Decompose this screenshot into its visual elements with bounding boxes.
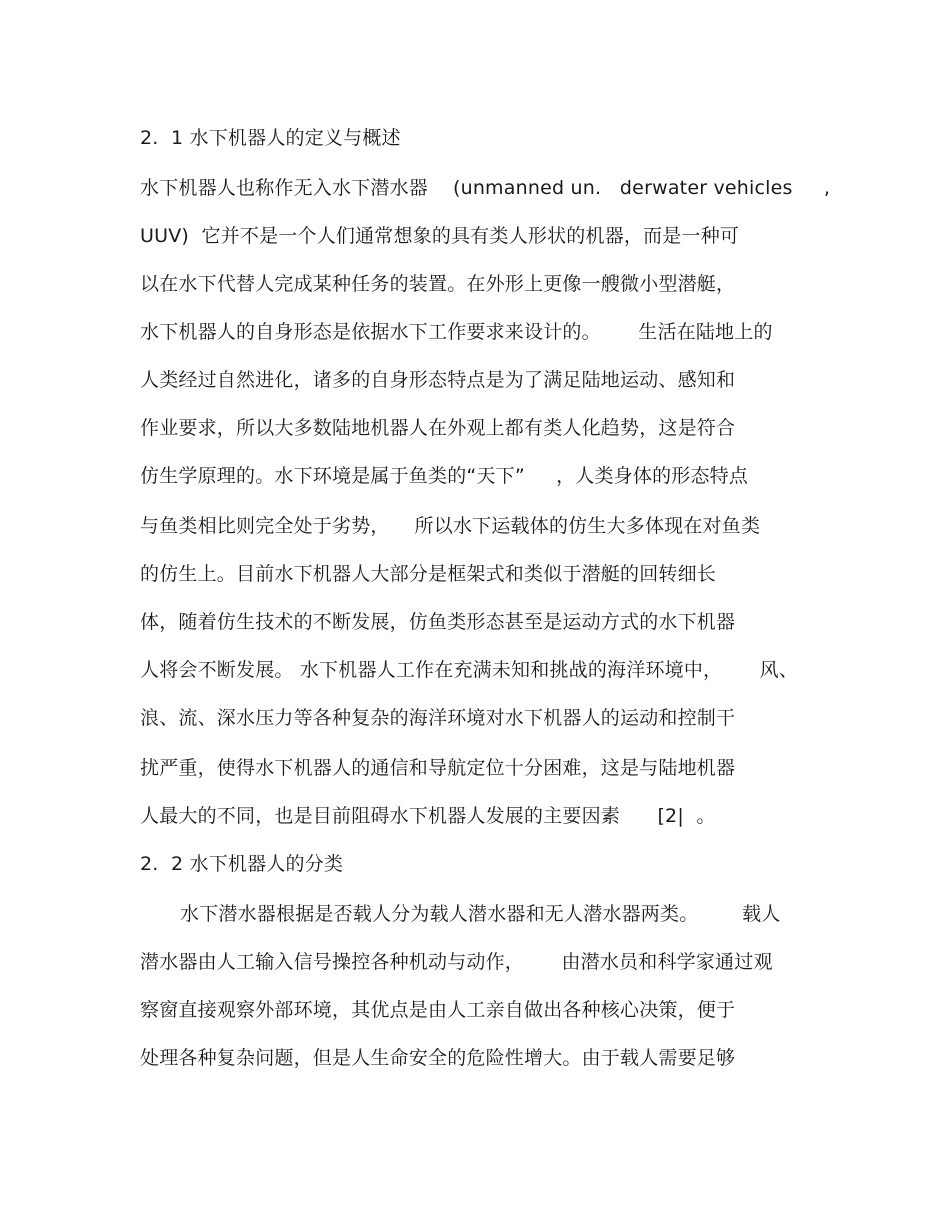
paragraph-line: 作业要求，所以大多数陆地机器人在外观上都有类人化趋势，这是符合 (140, 417, 736, 439)
paragraph-line: 水下机器人的自身形态是依据水下工作要求来设计的。 生活在陆地上的 (140, 321, 773, 343)
paragraph-line: 潜水器由人工输入信号操控各种机动与动作， 由潜水员和科学家通过观 (140, 951, 773, 973)
section-heading-2-1: 2. 1 水下机器人的定义与概述 (140, 127, 401, 149)
paragraph-line: 的仿生上。目前水下机器人大部分是框架式和类似于潜艇的回转细长 (140, 563, 717, 585)
paragraph-line: 浪、流、深水压力等各种复杂的海洋环境对水下机器人的运动和控制干 (140, 707, 736, 729)
paragraph-line: UUV) 它并不是一个人们通常想象的具有类人形状的机器，而是一种可 (140, 225, 740, 247)
paragraph-line: 人最大的不同，也是目前阻碍水下机器人发展的主要因素 [2| 。 (140, 805, 716, 827)
paragraph-line: 仿生学原理的。水下环境是属于鱼类的“天下” ，人类身体的形态特点 (140, 465, 749, 487)
paragraph-line: 人类经过自然进化，诸多的自身形态特点是为了满足陆地运动、感知和 (140, 369, 736, 391)
paragraph-line: 以在水下代替人完成某种任务的装置。在外形上更像一艘微小型潜艇， (140, 273, 736, 295)
paragraph-line: 人将会不断发展。 水下机器人工作在充满未知和挑战的海洋环境中， 风、 (140, 659, 799, 681)
paragraph-line: 水下潜水器根据是否载人分为载人潜水器和无人潜水器两类。 载人 (180, 903, 781, 925)
paragraph-line: 察窗直接观察外部环境，其优点是由人工亲自做出各种核心决策，便于 (140, 999, 736, 1021)
paragraph-line: 处理各种复杂问题，但是人生命安全的危险性增大。由于载人需要足够 (140, 1047, 736, 1069)
paragraph-line: 与鱼类相比则完全处于劣势， 所以水下运载体的仿生大多体现在对鱼类 (140, 515, 761, 537)
paragraph-line: 体，随着仿生技术的不断发展，仿鱼类形态甚至是运动方式的水下机器 (140, 611, 736, 633)
paragraph-line: 水下机器人也称作无入水下潜水器 (unmanned un. derwater vehicles , (140, 177, 831, 199)
paragraph-line: 扰严重，使得水下机器人的通信和导航定位十分困难，这是与陆地机器 (140, 757, 736, 779)
section-heading-2-2: 2. 2 水下机器人的分类 (140, 853, 344, 875)
